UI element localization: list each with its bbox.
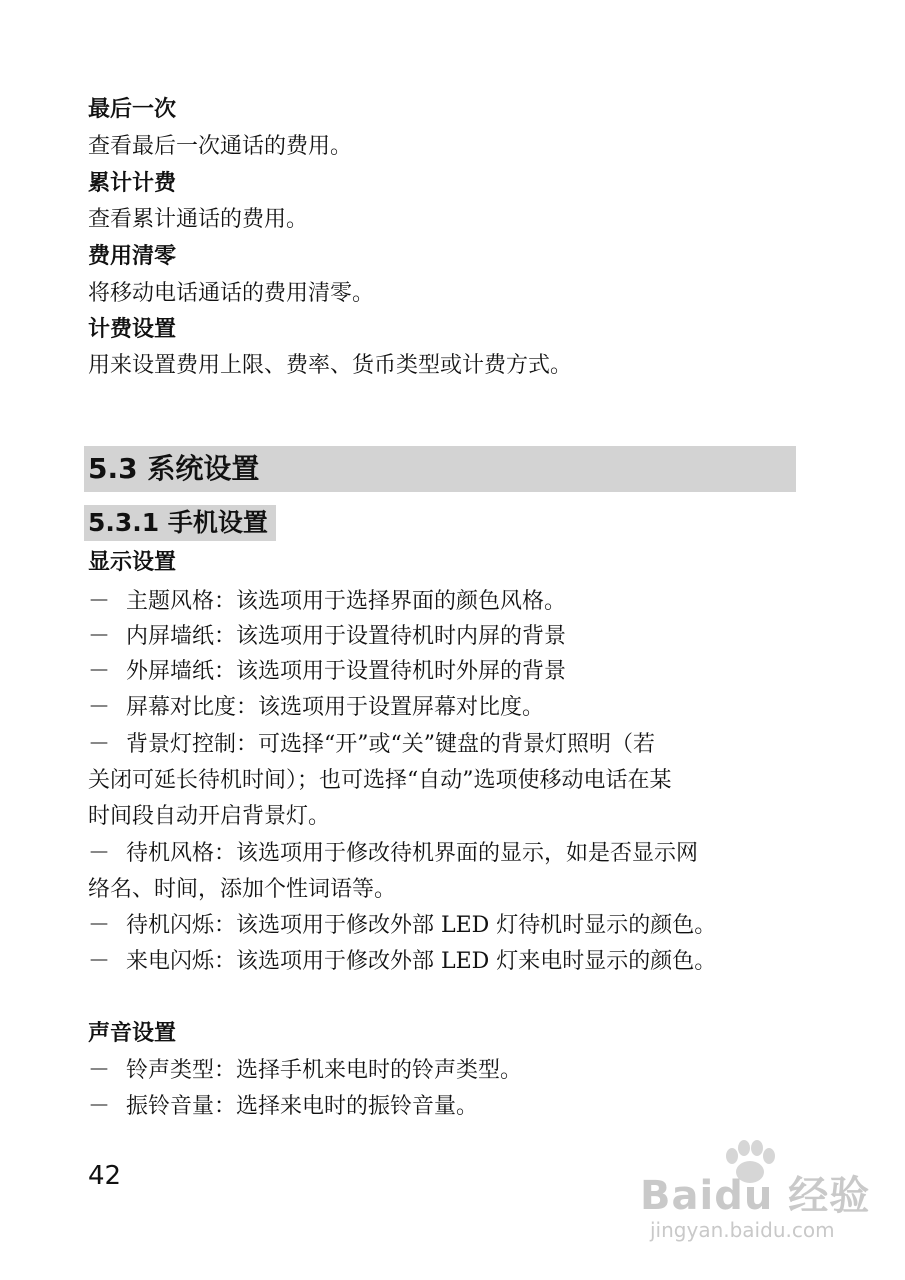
list-item-continuation: 关闭可延长待机时间）；也可选择“自动”选项使移动电话在某	[88, 768, 672, 793]
list-item-text: 铃声类型：选择手机来电时的铃声类型。	[126, 1058, 523, 1083]
list-item	[88, 912, 716, 940]
item-desc-last-call: 查看最后一次通话的费用。	[88, 134, 353, 159]
item-desc-total-cost: 查看累计通话的费用。	[88, 207, 309, 232]
dash-bullet: －	[88, 695, 111, 720]
list-item-text: 内屏墙纸：该选项用于设置待机时内屏的背景	[126, 624, 567, 649]
list-item	[88, 1093, 478, 1121]
subsection-title: 5.3.1 手机设置	[88, 508, 268, 537]
item-desc-reset-cost: 将移动电话通话的费用清零。	[88, 281, 375, 306]
list-item	[88, 731, 655, 759]
dash-bullet: －	[88, 589, 111, 614]
dash-bullet: －	[88, 732, 111, 757]
item-title-billing-settings: 计费设置	[88, 317, 177, 342]
sound-settings-heading: 声音设置	[88, 1021, 177, 1046]
display-settings-heading: 显示设置	[88, 550, 177, 575]
item-title-last-call: 最后一次	[88, 97, 177, 122]
dash-bullet: －	[88, 949, 111, 974]
list-item-text: 屏幕对比度：该选项用于设置屏幕对比度。	[126, 695, 545, 720]
item-title-total-cost: 累计计费	[88, 171, 177, 196]
list-item-text: 待机风格：该选项用于修改待机界面的显示，如是否显示网	[126, 841, 699, 866]
watermark-url: jingyan.baidu.com	[650, 1218, 835, 1242]
list-item	[88, 694, 544, 722]
baidu-watermark	[640, 1140, 870, 1250]
dash-bullet: －	[88, 1094, 111, 1119]
item-desc-billing-settings: 用来设置费用上限、费率、货币类型或计费方式。	[88, 353, 573, 378]
list-item-text: 外屏墙纸：该选项用于设置待机时外屏的背景	[126, 659, 567, 684]
list-item	[88, 658, 566, 686]
item-title-reset-cost: 费用清零	[88, 244, 177, 269]
list-item	[88, 840, 698, 868]
list-item-text: 待机闪烁：该选项用于修改外部 LED 灯待机时显示的颜色。	[126, 913, 717, 938]
watermark-brand: Baidu 经验	[640, 1173, 871, 1219]
section-title: 5.3 系统设置	[88, 452, 260, 485]
list-item	[88, 948, 716, 976]
list-item-continuation: 络名、时间，添加个性词语等。	[88, 877, 397, 902]
list-item	[88, 623, 566, 651]
dash-bullet: －	[88, 659, 111, 684]
list-item-continuation: 时间段自动开启背景灯。	[88, 804, 331, 829]
dash-bullet: －	[88, 841, 111, 866]
list-item-text: 主题风格：该选项用于选择界面的颜色风格。	[126, 589, 567, 614]
dash-bullet: －	[88, 913, 111, 938]
page-number: 42	[88, 1161, 122, 1191]
dash-bullet: －	[88, 1058, 111, 1083]
list-item	[88, 1057, 522, 1085]
list-item-text: 来电闪烁：该选项用于修改外部 LED 灯来电时显示的颜色。	[126, 949, 717, 974]
list-item	[88, 588, 566, 616]
list-item-text: 背景灯控制：可选择“开”或“关”键盘的背景灯照明（若	[126, 732, 655, 757]
list-item-text: 振铃音量：选择来电时的振铃音量。	[126, 1094, 479, 1119]
dash-bullet: －	[88, 624, 111, 649]
